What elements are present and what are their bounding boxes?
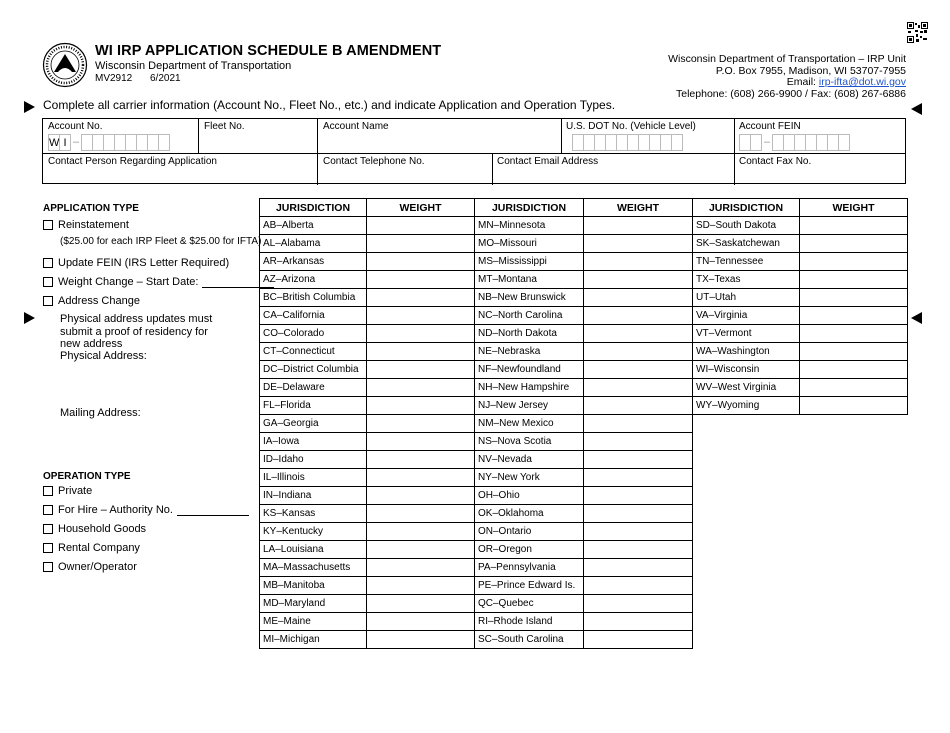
empty-cell	[800, 631, 908, 649]
weight-input-cell[interactable]	[367, 343, 475, 361]
weight-input-cell[interactable]	[367, 235, 475, 253]
jurisdiction-cell: OR–Oregon	[475, 541, 584, 559]
weight-header: WEIGHT	[800, 199, 908, 217]
form-title: WI IRP APPLICATION SCHEDULE B AMENDMENT	[95, 43, 442, 59]
weight-input-cell[interactable]	[584, 343, 693, 361]
jurisdiction-header: JURISDICTION	[693, 199, 800, 217]
jurisdiction-cell: SD–South Dakota	[693, 217, 800, 235]
table-row	[260, 613, 908, 631]
account-name-label: Account Name	[323, 121, 389, 132]
reinstatement-option[interactable]	[43, 219, 129, 231]
weight-input-cell[interactable]	[584, 487, 693, 505]
carrier-info-box	[42, 118, 906, 184]
jurisdiction-cell: LA–Louisiana	[260, 541, 367, 559]
jurisdiction-cell: KS–Kansas	[260, 505, 367, 523]
empty-cell	[693, 559, 800, 577]
contact-line-2: P.O. Box 7955, Madison, WI 53707-7955	[715, 64, 906, 77]
weight-input-cell[interactable]	[584, 307, 693, 325]
jurisdiction-cell: MD–Maryland	[260, 595, 367, 613]
jurisdiction-cell: IN–Indiana	[260, 487, 367, 505]
empty-cell	[800, 415, 908, 433]
weight-input-cell[interactable]	[584, 451, 693, 469]
usdot-digit-box[interactable]	[671, 134, 683, 151]
rental-company-checkbox[interactable]	[43, 543, 53, 553]
jurisdiction-cell: BC–British Columbia	[260, 289, 367, 307]
jurisdiction-cell: MN–Minnesota	[475, 217, 584, 235]
jurisdiction-cell: MT–Montana	[475, 271, 584, 289]
jurisdiction-cell: AR–Arkansas	[260, 253, 367, 271]
operation-type-title: OPERATION TYPE	[43, 471, 131, 482]
household-goods-checkbox[interactable]	[43, 524, 53, 534]
weight-input-cell[interactable]	[584, 541, 693, 559]
table-row	[260, 523, 908, 541]
wisdot-seal-logo	[42, 42, 88, 88]
qr-code	[907, 22, 928, 43]
empty-cell	[800, 433, 908, 451]
weight-input-cell[interactable]	[800, 253, 908, 271]
physical-note-line-2: submit a proof of residency for	[60, 325, 208, 338]
table-row	[260, 415, 908, 433]
reinstatement-label: Reinstatement	[58, 219, 129, 231]
empty-cell	[693, 415, 800, 433]
empty-cell	[800, 469, 908, 487]
empty-cell	[800, 541, 908, 559]
jurisdiction-cell: MS–Mississippi	[475, 253, 584, 271]
empty-cell	[800, 577, 908, 595]
owner-operator-label: Owner/Operator	[58, 561, 137, 573]
owner-operator-checkbox[interactable]	[43, 562, 53, 572]
table-row	[260, 577, 908, 595]
contact-email-label: Contact Email Address	[497, 156, 599, 167]
contact-person-label: Contact Person Regarding Application	[48, 156, 217, 167]
table-row	[260, 343, 908, 361]
jurisdiction-cell: GA–Georgia	[260, 415, 367, 433]
jurisdiction-cell: NE–Nebraska	[475, 343, 584, 361]
jurisdiction-cell: UT–Utah	[693, 289, 800, 307]
empty-cell	[693, 631, 800, 649]
physical-address-note	[60, 313, 212, 351]
weight-input-cell[interactable]	[367, 307, 475, 325]
jurisdiction-header: JURISDICTION	[260, 199, 367, 217]
jurisdiction-cell: TX–Texas	[693, 271, 800, 289]
for-hire-label: For Hire – Authority No.	[58, 504, 173, 516]
jurisdiction-cell: IA–Iowa	[260, 433, 367, 451]
jurisdiction-cell: CO–Colorado	[260, 325, 367, 343]
jurisdiction-cell: ID–Idaho	[260, 451, 367, 469]
weight-input-cell[interactable]	[584, 613, 693, 631]
empty-cell	[800, 505, 908, 523]
account-no-input[interactable]	[49, 134, 170, 151]
jurisdiction-cell: VA–Virginia	[693, 307, 800, 325]
jurisdiction-header: JURISDICTION	[475, 199, 584, 217]
contact-email-line	[668, 77, 906, 89]
weight-input-cell[interactable]	[367, 631, 475, 649]
application-type-title: APPLICATION TYPE	[43, 203, 139, 214]
physical-note-line-3: new address	[60, 338, 123, 350]
weight-input-cell[interactable]	[800, 271, 908, 289]
jurisdiction-cell: PE–Prince Edward Is.	[475, 577, 584, 595]
jurisdiction-cell: VT–Vermont	[693, 325, 800, 343]
for-hire-checkbox[interactable]	[43, 505, 53, 515]
weight-change-checkbox[interactable]	[43, 277, 53, 287]
fein-label: Account FEIN	[739, 121, 801, 132]
jurisdiction-cell: AB–Alberta	[260, 217, 367, 235]
household-goods-option[interactable]	[43, 523, 146, 535]
update-fein-checkbox[interactable]	[43, 258, 53, 268]
household-goods-label: Household Goods	[58, 523, 147, 535]
left-arrow-marker-icon	[24, 312, 35, 324]
table-row	[260, 595, 908, 613]
weight-input-cell[interactable]	[584, 631, 693, 649]
jurisdiction-cell: CT–Connecticut	[260, 343, 367, 361]
update-fein-label: Update FEIN (IRS Letter Required)	[58, 257, 230, 269]
weight-input-cell[interactable]	[584, 505, 693, 523]
weight-input-cell[interactable]	[367, 289, 475, 307]
empty-cell	[693, 595, 800, 613]
table-row	[260, 217, 908, 235]
table-row	[260, 433, 908, 451]
form-number: MV2912	[95, 73, 133, 84]
table-row	[260, 361, 908, 379]
empty-cell	[800, 451, 908, 469]
table-row	[260, 451, 908, 469]
jurisdiction-cell: WY–Wyoming	[693, 397, 800, 415]
private-checkbox[interactable]	[43, 486, 53, 496]
weight-input-cell[interactable]	[367, 379, 475, 397]
weight-input-cell[interactable]	[800, 235, 908, 253]
weight-input-cell[interactable]	[584, 433, 693, 451]
empty-cell	[800, 523, 908, 541]
jurisdiction-cell: CA–California	[260, 307, 367, 325]
weight-input-cell[interactable]	[367, 253, 475, 271]
weight-input-cell[interactable]	[584, 289, 693, 307]
table-row	[260, 379, 908, 397]
weight-input-cell[interactable]	[584, 469, 693, 487]
fein-input[interactable]	[740, 134, 850, 151]
jurisdiction-cell: PA–Pennsylvania	[475, 559, 584, 577]
jurisdiction-cell: OK–Oklahoma	[475, 505, 584, 523]
jurisdiction-cell: AZ–Arizona	[260, 271, 367, 289]
jurisdiction-cell: MO–Missouri	[475, 235, 584, 253]
email-link[interactable]: irp-ifta@dot.wi.gov	[818, 76, 906, 88]
weight-input-cell[interactable]	[800, 379, 908, 397]
weight-input-cell[interactable]	[800, 361, 908, 379]
jurisdiction-cell: NC–North Carolina	[475, 307, 584, 325]
usdot-input[interactable]	[573, 134, 683, 151]
weight-input-cell[interactable]	[367, 397, 475, 415]
reinstatement-checkbox[interactable]	[43, 220, 53, 230]
jurisdiction-cell: MI–Michigan	[260, 631, 367, 649]
empty-cell	[693, 613, 800, 631]
weight-input-cell[interactable]	[367, 433, 475, 451]
fleet-no-label: Fleet No.	[204, 121, 245, 132]
address-change-label: Address Change	[58, 295, 140, 307]
empty-cell	[693, 505, 800, 523]
jurisdiction-cell: MB–Manitoba	[260, 577, 367, 595]
private-label: Private	[58, 485, 93, 497]
physical-address-label: Physical Address:	[60, 350, 147, 362]
table-row	[260, 253, 908, 271]
weight-input-cell[interactable]	[800, 307, 908, 325]
jurisdiction-cell: NF–Newfoundland	[475, 361, 584, 379]
weight-header: WEIGHT	[367, 199, 475, 217]
contact-phone-label: Contact Telephone No.	[323, 156, 425, 167]
empty-cell	[693, 541, 800, 559]
table-header-row	[260, 199, 908, 217]
jurisdiction-cell: WA–Washington	[693, 343, 800, 361]
weight-input-cell[interactable]	[584, 361, 693, 379]
table-row	[260, 487, 908, 505]
private-option[interactable]	[43, 485, 92, 497]
account-dash: –	[72, 136, 80, 148]
form-date: 6/2021	[150, 73, 181, 84]
rental-company-label: Rental Company	[58, 542, 140, 554]
empty-cell	[693, 451, 800, 469]
weight-input-cell[interactable]	[367, 559, 475, 577]
contact-address-block	[668, 54, 906, 100]
rental-company-option[interactable]	[43, 542, 140, 554]
weight-input-cell[interactable]	[800, 325, 908, 343]
empty-cell	[800, 487, 908, 505]
for-hire-option[interactable]	[43, 504, 249, 516]
weight-input-cell[interactable]	[367, 541, 475, 559]
weight-input-cell[interactable]	[367, 217, 475, 235]
department-name: Wisconsin Department of Transportation	[95, 60, 292, 72]
jurisdiction-cell: ON–Ontario	[475, 523, 584, 541]
jurisdiction-cell: SC–South Carolina	[475, 631, 584, 649]
jurisdiction-cell: NS–Nova Scotia	[475, 433, 584, 451]
authority-no-field[interactable]	[177, 505, 249, 516]
table-row	[260, 397, 908, 415]
jurisdiction-cell: RI–Rhode Island	[475, 613, 584, 631]
weight-input-cell[interactable]	[584, 271, 693, 289]
table-row	[260, 541, 908, 559]
jurisdiction-cell: NV–Nevada	[475, 451, 584, 469]
jurisdiction-cell: NM–New Mexico	[475, 415, 584, 433]
weight-input-cell[interactable]	[800, 289, 908, 307]
jurisdiction-weight-table	[259, 198, 908, 649]
empty-cell	[693, 487, 800, 505]
usdot-label: U.S. DOT No. (Vehicle Level)	[566, 121, 696, 132]
account-prefix-i: I	[59, 134, 71, 151]
jurisdiction-cell: WI–Wisconsin	[693, 361, 800, 379]
left-arrow-marker-icon	[24, 101, 35, 113]
table-row	[260, 307, 908, 325]
weight-input-cell[interactable]	[800, 217, 908, 235]
weight-input-cell[interactable]	[800, 343, 908, 361]
right-arrow-marker-icon	[911, 312, 922, 324]
jurisdiction-cell: SK–Saskatchewan	[693, 235, 800, 253]
empty-cell	[800, 559, 908, 577]
table-row	[260, 325, 908, 343]
jurisdiction-cell: NJ–New Jersey	[475, 397, 584, 415]
account-no-label: Account No.	[48, 121, 103, 132]
weight-input-cell[interactable]	[367, 325, 475, 343]
update-fein-option[interactable]	[43, 257, 229, 269]
weight-input-cell[interactable]	[584, 397, 693, 415]
weight-input-cell[interactable]	[367, 451, 475, 469]
jurisdiction-cell: KY–Kentucky	[260, 523, 367, 541]
weight-input-cell[interactable]	[584, 379, 693, 397]
jurisdiction-cell: DC–District Columbia	[260, 361, 367, 379]
jurisdiction-cell: NB–New Brunswick	[475, 289, 584, 307]
weight-input-cell[interactable]	[584, 253, 693, 271]
table-row	[260, 559, 908, 577]
jurisdiction-cell: ND–North Dakota	[475, 325, 584, 343]
weight-input-cell[interactable]	[584, 415, 693, 433]
jurisdiction-cell: WV–West Virginia	[693, 379, 800, 397]
jurisdiction-cell: NY–New York	[475, 469, 584, 487]
contact-phone-line: Telephone: (608) 266-9900 / Fax: (608) 267-6886	[676, 87, 906, 100]
fein-dash: –	[763, 136, 771, 148]
account-prefix-w: W	[48, 134, 60, 151]
owner-operator-option[interactable]	[43, 561, 137, 573]
address-change-checkbox[interactable]	[43, 296, 53, 306]
physical-note-line-1: Physical address updates must	[60, 313, 213, 325]
weight-input-cell[interactable]	[367, 523, 475, 541]
table-row	[260, 289, 908, 307]
weight-input-cell[interactable]	[367, 415, 475, 433]
table-row	[260, 235, 908, 253]
jurisdiction-cell: IL–Illinois	[260, 469, 367, 487]
weight-change-label: Weight Change – Start Date:	[58, 276, 199, 288]
empty-cell	[693, 577, 800, 595]
weight-input-cell[interactable]	[367, 271, 475, 289]
weight-input-cell[interactable]	[584, 559, 693, 577]
email-label: Email:	[786, 76, 819, 88]
contact-fax-label: Contact Fax No.	[739, 156, 812, 167]
jurisdiction-cell: QC–Quebec	[475, 595, 584, 613]
weight-input-cell[interactable]	[800, 397, 908, 415]
weight-input-cell[interactable]	[367, 577, 475, 595]
jurisdiction-cell: ME–Maine	[260, 613, 367, 631]
address-change-option[interactable]	[43, 295, 140, 307]
jurisdiction-cell: FL–Florida	[260, 397, 367, 415]
right-arrow-marker-icon	[911, 103, 922, 115]
weight-input-cell[interactable]	[584, 217, 693, 235]
table-row	[260, 271, 908, 289]
weight-input-cell[interactable]	[367, 613, 475, 631]
empty-cell	[800, 595, 908, 613]
weight-input-cell[interactable]	[367, 505, 475, 523]
jurisdiction-cell: TN–Tennessee	[693, 253, 800, 271]
empty-cell	[693, 523, 800, 541]
weight-input-cell[interactable]	[584, 235, 693, 253]
empty-cell	[800, 613, 908, 631]
jurisdiction-cell: MA–Massachusetts	[260, 559, 367, 577]
weight-input-cell[interactable]	[367, 361, 475, 379]
jurisdiction-cell: OH–Ohio	[475, 487, 584, 505]
table-row	[260, 469, 908, 487]
mailing-address-label: Mailing Address:	[60, 407, 141, 419]
jurisdiction-cell: DE–Delaware	[260, 379, 367, 397]
weight-change-option[interactable]	[43, 276, 274, 288]
empty-cell	[693, 433, 800, 451]
weight-input-cell[interactable]	[584, 325, 693, 343]
weight-input-cell[interactable]	[367, 469, 475, 487]
account-digit-box[interactable]	[158, 134, 170, 151]
weight-input-cell[interactable]	[584, 595, 693, 613]
weight-input-cell[interactable]	[367, 595, 475, 613]
contact-line-1: Wisconsin Department of Transportation – IRP Unit	[668, 53, 906, 65]
table-row	[260, 631, 908, 649]
weight-input-cell[interactable]	[584, 577, 693, 595]
weight-input-cell[interactable]	[367, 487, 475, 505]
jurisdiction-cell: AL–Alabama	[260, 235, 367, 253]
empty-cell	[693, 469, 800, 487]
weight-input-cell[interactable]	[584, 523, 693, 541]
table-row	[260, 505, 908, 523]
instruction-text: Complete all carrier information (Account No., Fleet No., etc.) and indicate Application and Operation Types.	[43, 98, 616, 112]
reinstatement-fee-note: ($25.00 for each IRP Fleet & $25.00 for IFTA)	[60, 236, 262, 247]
jurisdiction-cell: NH–New Hampshire	[475, 379, 584, 397]
fein-digit-box[interactable]	[838, 134, 850, 151]
weight-header: WEIGHT	[584, 199, 693, 217]
